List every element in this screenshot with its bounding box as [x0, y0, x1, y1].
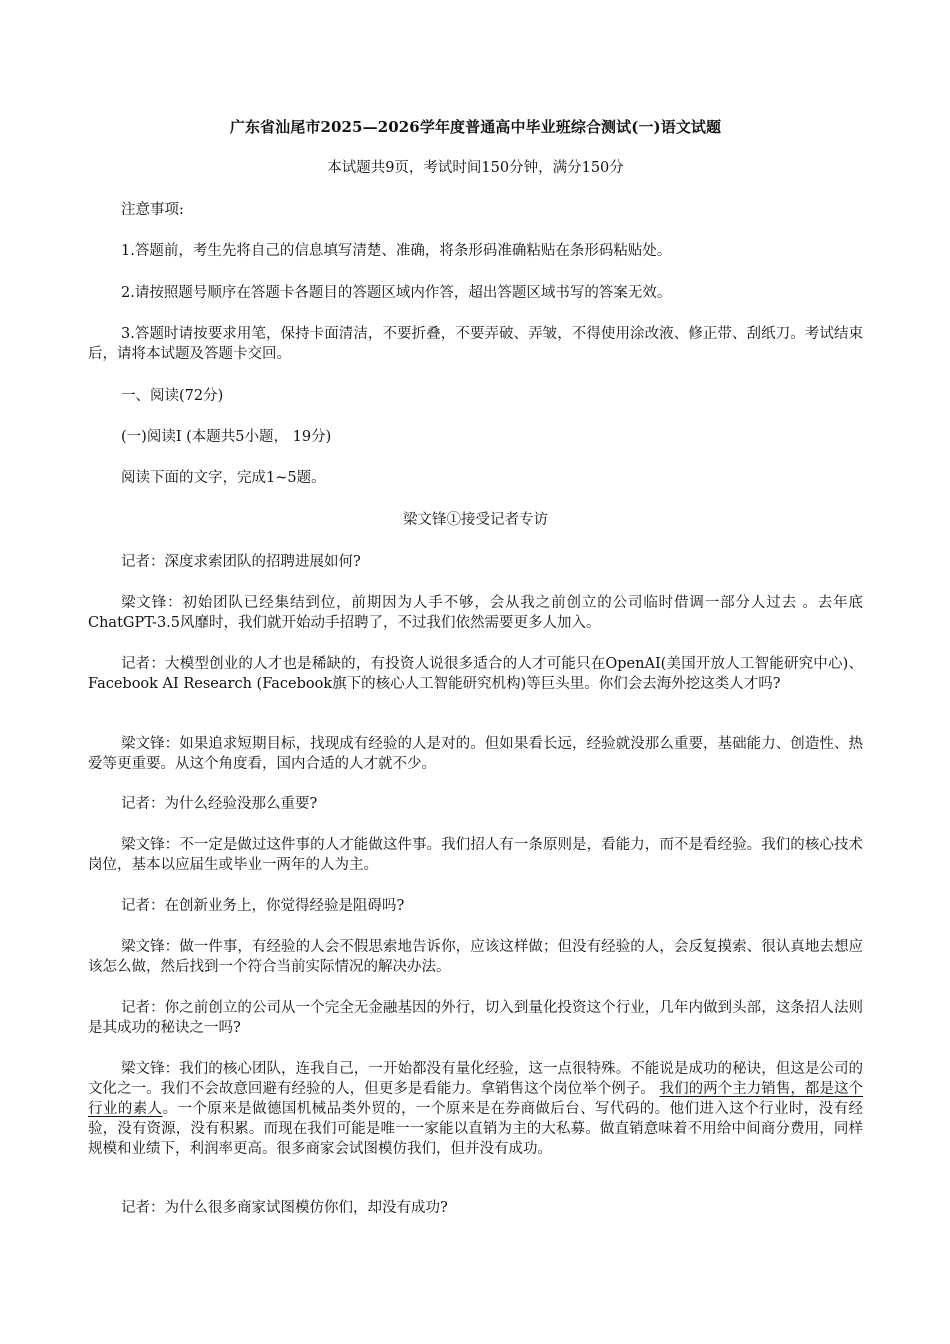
paragraph-text: 。一个原来是做德国机械品类外贸的，一个原来是在券商做后台、写代码的。他们进入这个行业时，没有经验，没有资源，没有积累。而现在我们可能是唯一一家能以直销为主的大私募。做直销意味着不用给中间商分费用，同样规模和业绩下，利润率更高。很多商家会试图模仿我们，但并没有成功。	[88, 1101, 863, 1157]
article-title: 梁文锋①接受记者专访	[403, 512, 548, 528]
note-item-1: 1.答题前，考生先将自己的信息填写清楚、准确，将条形码准确粘贴在条形码粘贴处。	[121, 243, 672, 259]
underlined-sentence: 我们的两个主力销售，都是这个行业的素人	[88, 1081, 864, 1117]
article-paragraph: 梁文锋：初始团队已经集结到位，前期因为人手不够，会从我之前创立的公司临时借调一部分人过去 。去年底ChatGPT-3.5风靡时，我们就开始动手招聘了，不过我们依然需要更多人加入。	[88, 595, 863, 631]
exam-info: 本试题共9页，考试时间150分钟，满分150分	[327, 160, 624, 176]
article-paragraph: 梁文锋：如果追求短期目标，找现成有经验的人是对的。但如果看长远，经验就没那么重要，基础能力、创造性、热爱等更重要。从这个角度看，国内合适的人才就不少。	[88, 736, 863, 772]
note-item-3: 3.答题时请按要求用笔，保持卡面清洁，不要折叠，不要弄破、弄皱，不得使用涂改液、修正带、刮纸刀。考试结束后，请将本试题及答题卡交回。	[88, 326, 863, 362]
note-item-2: 2.请按照题号顺序在答题卡各题目的答题区域内作答，超出答题区域书写的答案无效。	[121, 285, 672, 301]
article-paragraph: 记者：为什么很多商家试图模仿你们，却没有成功?	[121, 1200, 448, 1216]
article-paragraph: 记者：在创新业务上，你觉得经验是阻碍吗?	[121, 898, 405, 914]
article-paragraph: 记者：为什么经验没那么重要?	[121, 796, 318, 812]
article-paragraph: 梁文锋：不一定是做过这件事的人才能做这件事。我们招人有一条原则是，看能力，而不是看经验。我们的核心技术岗位，基本以应届生或毕业一两年的人为主。	[88, 837, 863, 873]
article-paragraph: 梁文锋：做一件事，有经验的人会不假思索地告诉你，应该这样做；但没有经验的人，会反复摸索、很认真地去想应该怎么做，然后找到一个符合当前实际情况的解决办法。	[88, 939, 863, 975]
section-heading: 一、阅读(72分)	[121, 388, 224, 404]
article-paragraph: 记者：深度求索团队的招聘进展如何?	[121, 554, 361, 570]
article-paragraph: 记者：大模型创业的人才也是稀缺的，有投资人说很多适合的人才可能只在OpenAI(美国开放人工智能研究中心)、Facebook AI Research (Facebook旗下的核心人工智能研究机构)等巨头里。你们会去海外挖这类人才吗?	[88, 656, 863, 692]
article-paragraph: 记者：你之前创立的公司从一个完全无金融基因的外行，切入到量化投资这个行业，几年内做到头部，这条招人法则是其成功的秘诀之一吗?	[88, 1000, 863, 1036]
page-title: 广东省汕尾市2025—2026学年度普通高中毕业班综合测试(一)语文试题	[229, 118, 722, 136]
notes-heading: 注意事项:	[121, 202, 184, 218]
paragraph-text: 梁文锋：我们的核心团队，连我自己，一开始都没有量化经验，这一点很特殊。不能说是成功的秘诀，但这是公司的文化之一。我们不会故意回避有经验的人，但更多是看能力。拿销售这个岗位举个例子。	[88, 1061, 863, 1097]
article-paragraph-long	[88, 1059, 863, 1159]
subsection-heading: (一)阅读Ⅰ (本题共5小题， 19分)	[121, 429, 332, 445]
reading-instruction: 阅读下面的文字，完成1~5题。	[121, 470, 326, 486]
